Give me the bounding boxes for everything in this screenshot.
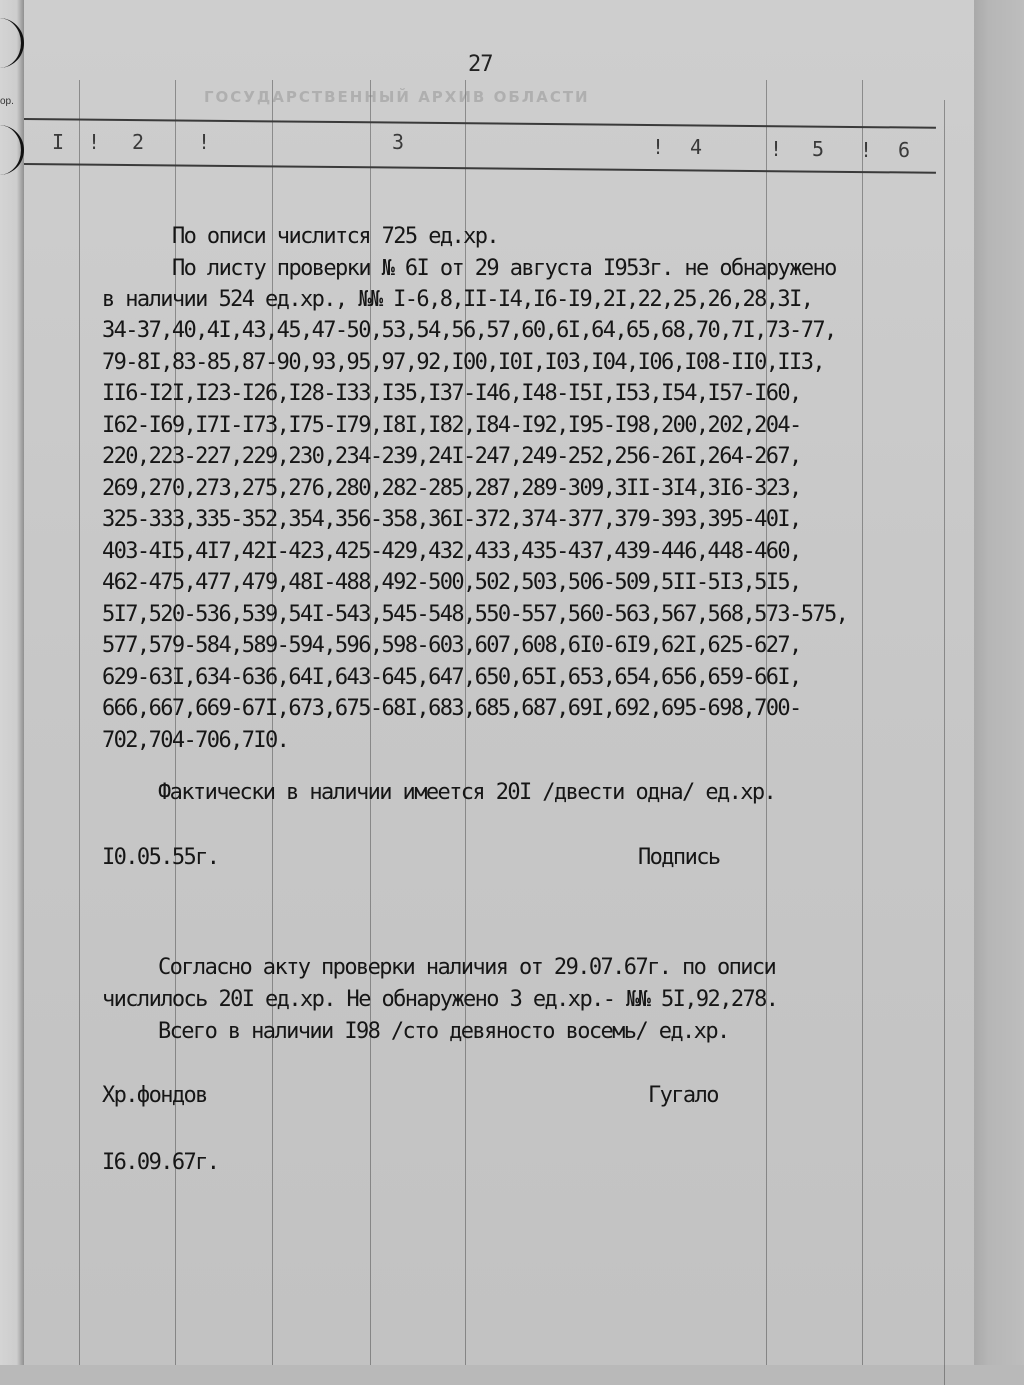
ruling-line xyxy=(944,100,945,1385)
column-separator: ! xyxy=(198,130,211,154)
text-line: 666,667,669-67I,673,675-68I,683,685,687,69I,692,695-698,700- xyxy=(102,696,801,721)
text-line: 325-333,335-352,354,356-358,36I-372,374-377,379-393,395-40I, xyxy=(102,507,801,532)
binding-label: ор. xyxy=(0,96,14,107)
column-separator: ! xyxy=(652,135,665,159)
text-line: 577,579-584,589-594,596,598-603,607,608,6I0-6I9,62I,625-627, xyxy=(102,633,801,658)
text-line: 629-63I,634-636,64I,643-645,647,650,65I,653,654,656,659-66I, xyxy=(102,665,801,690)
text-line: 79-8I,83-85,87-90,93,95,97,92,I00,I0I,I03,I04,I06,I08-II0,II3, xyxy=(102,350,824,375)
column-number: 2 xyxy=(132,130,145,154)
date-1967: I6.09.67г. xyxy=(102,1150,219,1175)
actual-count-paragraph: Фактически в наличии имеется 20I /двести одна/ ед.хр. xyxy=(158,780,776,805)
text-line: 702,704-706,7I0. xyxy=(102,728,289,753)
page-number: 27 xyxy=(468,52,493,77)
text-line: I62-I69,I7I-I73,I75-I79,I8I,I82,I84-I92,I95-I98,200,202,204- xyxy=(102,413,801,438)
column-separator: ! xyxy=(88,130,101,154)
column-separator: ! xyxy=(770,137,783,161)
column-number: 5 xyxy=(812,137,825,161)
date-1955: I0.05.55г. xyxy=(102,845,219,870)
ruling-line xyxy=(79,80,80,1365)
text-line: 403-4I5,4I7,42I-423,425-429,432,433,435-437,439-446,448-460, xyxy=(102,539,801,564)
text-line: 34-37,40,4I,43,45,47-50,53,54,56,57,60,6I,64,65,68,70,7I,73-77, xyxy=(102,318,836,343)
column-separator: ! xyxy=(860,138,873,162)
text-line: Согласно акту проверки наличия от 29.07.67г. по описи xyxy=(158,955,776,980)
text-line: числилось 20I ед.хр. Не обнаружено 3 ед.хр.- №№ 5I,92,278. xyxy=(102,987,778,1012)
text-line: 220,223-227,229,230,234-239,24I-247,249-252,256-26I,264-267, xyxy=(102,444,801,469)
binding-ring xyxy=(0,125,24,175)
header-rule-bottom xyxy=(24,163,936,174)
document-page xyxy=(24,0,974,1365)
text-line: в наличии 524 ед.хр., №№ I-6,8,II-I4,I6-I9,2I,22,25,26,28,3I, xyxy=(102,287,813,312)
column-number: 4 xyxy=(690,135,703,159)
position-title: Хр.фондов xyxy=(102,1083,207,1108)
signature-label: Подпись xyxy=(638,845,720,870)
binding-margin xyxy=(0,0,24,1365)
signatory-name: Гугало xyxy=(648,1083,718,1108)
text-line: По листу проверки № 6I от 29 августа I953г. не обнаружено xyxy=(172,256,836,281)
binding-ring xyxy=(0,18,24,68)
text-line: 5I7,520-536,539,54I-543,545-548,550-557,560-563,567,568,573-575, xyxy=(102,602,848,627)
column-number: 6 xyxy=(898,138,911,162)
column-number: I xyxy=(52,130,65,154)
faded-printed-header: ГОСУДАРСТВЕННЫЙ АРХИВ ОБЛАСТИ xyxy=(204,88,590,106)
page-edge xyxy=(974,0,1024,1365)
column-number: 3 xyxy=(392,130,405,154)
ruling-line xyxy=(862,80,863,1365)
total-count-paragraph: Всего в наличии I98 /сто девяносто восемь/ ед.хр. xyxy=(158,1019,729,1044)
header-rule-top xyxy=(24,118,936,129)
text-line: 269,270,273,275,276,280,282-285,287,289-309,3II-3I4,3I6-323, xyxy=(102,476,801,501)
text-line: 462-475,477,479,48I-488,492-500,502,503,506-509,5II-5I3,5I5, xyxy=(102,570,801,595)
inventory-count-paragraph: По описи числится 725 ед.хр. xyxy=(172,224,499,249)
text-line: II6-I2I,I23-I26,I28-I33,I35,I37-I46,I48-I5I,I53,I54,I57-I60, xyxy=(102,381,801,406)
